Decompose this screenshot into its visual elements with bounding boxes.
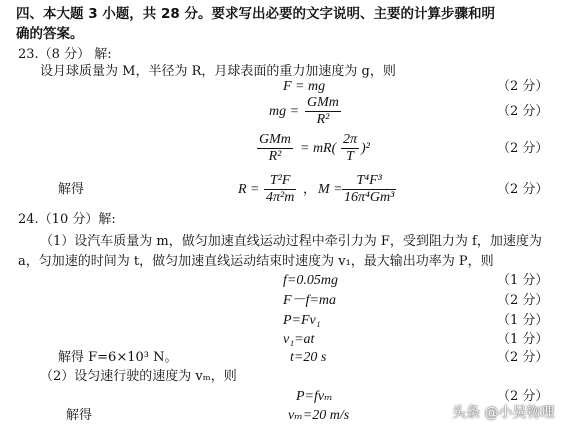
q23-eq3-fraction — [257, 132, 293, 165]
q24-score-5: （2 分） — [497, 350, 549, 365]
q23-score-1: （2 分） — [497, 79, 549, 94]
q24-part2-line: （2）设匀速行驶的速度为 vₘ，则 — [40, 369, 237, 384]
q24-score-2: （2 分） — [497, 293, 549, 308]
q23-title: 23.（8 分） 解: — [18, 47, 112, 62]
q23-eq3-denominator: R² — [268, 149, 282, 164]
q24-eq-friction: f=0.05mg — [283, 273, 338, 288]
q23-sol-M-fraction — [342, 173, 396, 206]
q24-part1-line2: a，匀加速的时间为 t，做匀加速直线运动结束时速度为 v₁，最大输出功率为 P，则 — [18, 254, 494, 269]
q23-sol-R-fraction — [264, 173, 296, 206]
q23-sol-M-numerator: T⁴F³ — [342, 173, 396, 190]
q24-eq-pm: P=fvₘ — [296, 389, 333, 404]
q23-sol-R-numerator: T²F — [264, 173, 296, 190]
q23-eq1: F = mg — [283, 79, 326, 94]
q23-sol-M-denominator: 16π⁴Gm³ — [344, 190, 395, 205]
q24-part1-line1: （1）设汽车质量为 m，做匀加速直线运动过程中牵引力为 F，受到阻力为 f，加速度为 — [40, 234, 542, 249]
section-header-line2: 确的答案。 — [16, 26, 84, 42]
q23-eq3-tail: )² — [361, 141, 370, 156]
q24-eq-velocity: v₁=at — [283, 332, 315, 347]
q23-score-2: （2 分） — [497, 104, 549, 119]
q24-solve-label2: 解得 — [66, 408, 93, 423]
q23-eq3-numerator: GMm — [259, 132, 291, 147]
q23-eq3-inner-fraction — [341, 132, 359, 165]
q23-score-4: （2 分） — [497, 182, 549, 197]
q24-eq-newton: F－f=ma — [283, 293, 336, 308]
q24-title: 24.（10 分）解: — [18, 212, 116, 227]
section-header-line1: 四、本大题 3 小题，共 28 分。要求写出必要的文字说明、主要的计算步骤和明 — [16, 6, 495, 22]
q23-eq3-inner-denominator: T — [346, 149, 354, 164]
q24-eq-power: P=Fv₁ — [283, 313, 321, 328]
q23-score-3: （2 分） — [497, 141, 549, 156]
watermark: 头条 @小吴物理 — [452, 405, 555, 421]
q23-eq2-lhs: mg = — [269, 104, 300, 119]
q24-solve-F: 解得 F=6×10³ N。 — [58, 350, 178, 365]
q24-eq-vm: vₘ=20 m/s — [288, 408, 350, 423]
q24-score-1: （1 分） — [497, 273, 549, 288]
q23-sol-R-lhs: R = — [238, 182, 260, 197]
q23-sol-R-denominator: 4π²m — [266, 190, 295, 205]
q23-eq2-numerator: GMm — [307, 95, 339, 110]
q24-score-3: （1 分） — [497, 313, 549, 328]
q24-score-pm: （2 分） — [497, 389, 549, 404]
q23-sol-separator: ， — [303, 182, 317, 197]
q24-eq-time: t=20 s — [290, 350, 327, 365]
q23-eq3-inner-numerator: 2π — [343, 132, 358, 147]
q23-eq3-mid: = mR( — [300, 141, 337, 156]
q23-solve-label: 解得 — [58, 182, 85, 197]
q23-sol-M-lhs: M = — [318, 182, 343, 197]
q23-setup: 设月球质量为 M，半径为 R，月球表面的重力加速度为 g，则 — [40, 64, 396, 79]
q23-eq2-fraction — [305, 95, 341, 128]
q23-eq2-denominator: R² — [316, 112, 330, 127]
q24-score-4: （1 分） — [497, 332, 549, 347]
